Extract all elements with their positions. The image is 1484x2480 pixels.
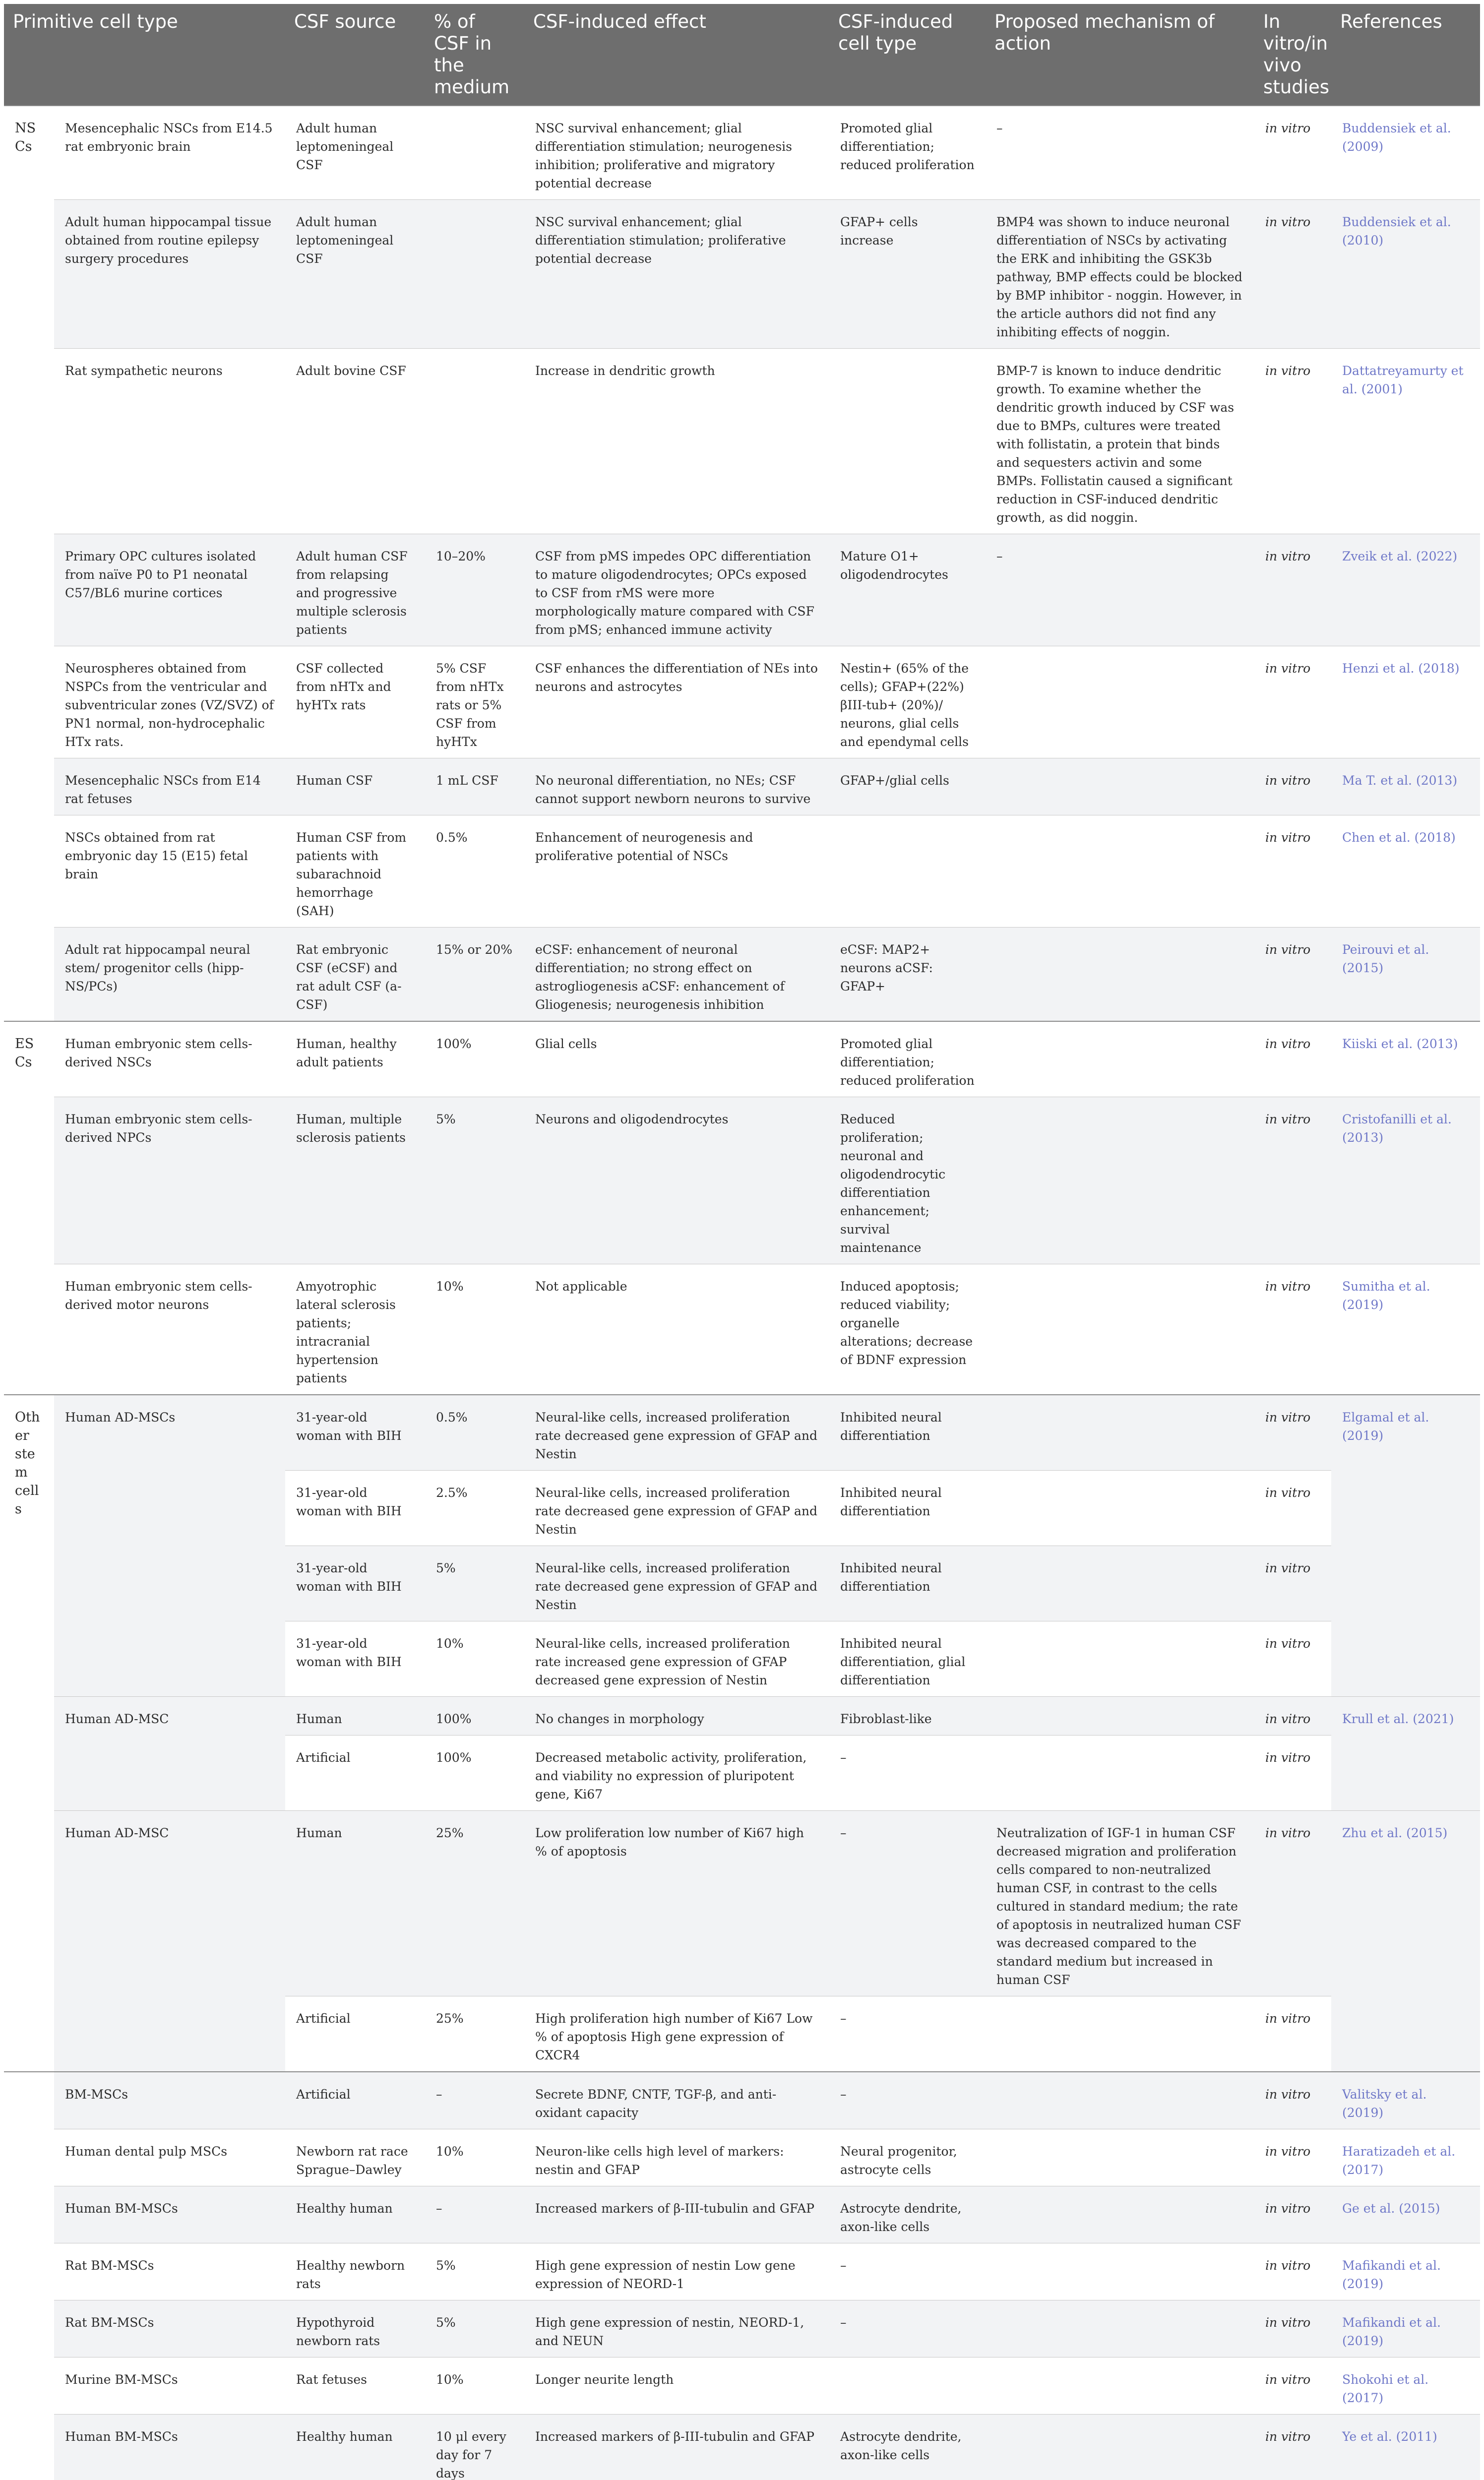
- csf-source-cell: Human: [285, 1811, 425, 1996]
- cell-type-cell: BM-MSCs: [54, 2072, 285, 2129]
- reference-link[interactable]: Krull et al. (2021): [1331, 1697, 1480, 1811]
- reference-link[interactable]: Chen et al. (2018): [1331, 815, 1480, 928]
- study-type-cell: in vitro: [1254, 2357, 1331, 2415]
- reference-link[interactable]: Haratizadeh et al. (2017): [1331, 2129, 1480, 2186]
- induced-cell-type-cell: Fibroblast-like: [829, 1697, 986, 1736]
- csf-source-cell: 31-year-old woman with BIH: [285, 1471, 425, 1546]
- table-row: [4, 646, 1480, 758]
- percent-csf-cell: 10%: [425, 1264, 524, 1395]
- study-type-cell: in vitro: [1254, 1471, 1331, 1546]
- csf-effect-cell: Neurons and oligodendrocytes: [524, 1097, 829, 1264]
- csf-source-cell: Healthy human: [285, 2186, 425, 2243]
- csf-effect-cell: Not applicable: [524, 1264, 829, 1395]
- mechanism-cell: [986, 2072, 1254, 2129]
- mechanism-cell: [986, 2300, 1254, 2357]
- mechanism-cell: [986, 1621, 1254, 1697]
- study-type-cell: in vitro: [1254, 2129, 1331, 2186]
- percent-csf-cell: 25%: [425, 1811, 524, 1996]
- table-row: [4, 815, 1480, 928]
- study-type-cell: in vitro: [1254, 1621, 1331, 1697]
- header-csf-effect: CSF-induced effect: [524, 4, 829, 106]
- mechanism-cell: [986, 1546, 1254, 1621]
- cell-type-cell: Rat BM-MSCs: [54, 2300, 285, 2357]
- mechanism-cell: –: [986, 106, 1254, 200]
- study-type-cell: in vitro: [1254, 2300, 1331, 2357]
- study-type-cell: in vitro: [1254, 534, 1331, 646]
- reference-link[interactable]: Kiiski et al. (2013): [1331, 1021, 1480, 1097]
- induced-cell-type-cell: [829, 349, 986, 534]
- csf-source-cell: CSF collected from nHTx and hyHTx rats: [285, 646, 425, 758]
- percent-csf-cell: 0.5%: [425, 1395, 524, 1471]
- induced-cell-type-cell: Inhibited neural differentiation: [829, 1395, 986, 1471]
- csf-source-cell: Artificial: [285, 1996, 425, 2072]
- induced-cell-type-cell: –: [829, 1811, 986, 1996]
- csf-effect-cell: Neuron-like cells high level of markers: nestin and GFAP: [524, 2129, 829, 2186]
- header-row: [4, 4, 1480, 106]
- table-row: [4, 2415, 1480, 2480]
- study-type-cell: in vitro: [1254, 928, 1331, 1022]
- study-type-cell: in vitro: [1254, 1395, 1331, 1471]
- csf-source-cell: Adult bovine CSF: [285, 349, 425, 534]
- percent-csf-cell: 10%: [425, 2129, 524, 2186]
- percent-csf-cell: 10 μl every day for 7 days: [425, 2415, 524, 2480]
- reference-link[interactable]: Buddensiek et al. (2009): [1331, 106, 1480, 200]
- cell-type-cell: Human embryonic stem cells-derived NPCs: [54, 1097, 285, 1264]
- percent-csf-cell: –: [425, 2186, 524, 2243]
- study-type-cell: in vitro: [1254, 2072, 1331, 2129]
- percent-csf-cell: 100%: [425, 1697, 524, 1736]
- reference-link[interactable]: Ge et al. (2015): [1331, 2186, 1480, 2243]
- reference-link[interactable]: Buddensiek et al. (2010): [1331, 200, 1480, 349]
- induced-cell-type-cell: Inhibited neural differentiation, glial differentiation: [829, 1621, 986, 1697]
- mechanism-cell: [986, 2186, 1254, 2243]
- induced-cell-type-cell: –: [829, 2243, 986, 2300]
- cell-type-cell: Rat BM-MSCs: [54, 2243, 285, 2300]
- group-label-cell: NSCs: [4, 106, 54, 1021]
- header-percent-csf: % of CSF in the medium: [425, 4, 524, 106]
- table-row: [4, 2357, 1480, 2415]
- cell-type-cell: Human AD-MSCs: [54, 1395, 285, 1697]
- mechanism-cell: [986, 2243, 1254, 2300]
- study-type-cell: in vitro: [1254, 1736, 1331, 1811]
- mechanism-cell: [986, 2129, 1254, 2186]
- cell-type-cell: Human embryonic stem cells-derived motor neurons: [54, 1264, 285, 1395]
- percent-csf-cell: 0.5%: [425, 815, 524, 928]
- cell-type-cell: NSCs obtained from rat embryonic day 15 (E15) fetal brain: [54, 815, 285, 928]
- reference-link[interactable]: Ye et al. (2011): [1331, 2415, 1480, 2480]
- study-type-cell: in vitro: [1254, 200, 1331, 349]
- study-type-cell: in vitro: [1254, 2243, 1331, 2300]
- header-study-type: In vitro/in vivo studies: [1254, 4, 1331, 106]
- csf-effect-cell: Glial cells: [524, 1021, 829, 1097]
- reference-link[interactable]: Dattatreyamurty et al. (2001): [1331, 349, 1480, 534]
- percent-csf-cell: [425, 106, 524, 200]
- table-body: [4, 106, 1480, 2480]
- header-csf-source: CSF source: [285, 4, 425, 106]
- table-row: [4, 534, 1480, 646]
- mechanism-cell: [986, 928, 1254, 1022]
- cell-type-cell: Human BM-MSCs: [54, 2186, 285, 2243]
- percent-csf-cell: 100%: [425, 1021, 524, 1097]
- csf-source-cell: Human, multiple sclerosis patients: [285, 1097, 425, 1264]
- table-row: [4, 2186, 1480, 2243]
- percent-csf-cell: 2.5%: [425, 1471, 524, 1546]
- csf-effect-cell: No changes in morphology: [524, 1697, 829, 1736]
- reference-link[interactable]: Elgamal et al. (2019): [1331, 1395, 1480, 1697]
- cell-type-cell: Human AD-MSC: [54, 1811, 285, 2072]
- induced-cell-type-cell: Induced apoptosis; reduced viability; organelle alterations; decrease of BDNF expression: [829, 1264, 986, 1395]
- cell-type-cell: Neurospheres obtained from NSPCs from the ventricular and subventricular zones (VZ/SVZ) of PN1 normal, non-hydrocephalic HTx rats.: [54, 646, 285, 758]
- table-row: [4, 928, 1480, 1022]
- csf-effect-cell: No neuronal differentiation, no NEs; CSF cannot support newborn neurons to survive: [524, 758, 829, 815]
- csf-source-cell: Healthy human: [285, 2415, 425, 2480]
- csf-source-cell: Hypothyroid newborn rats: [285, 2300, 425, 2357]
- induced-cell-type-cell: –: [829, 1736, 986, 1811]
- header-references: References: [1331, 4, 1480, 106]
- csf-effect-cell: Decreased metabolic activity, proliferation, and viability no expression of pluripotent gene, Ki67: [524, 1736, 829, 1811]
- induced-cell-type-cell: Astrocyte dendrite, axon-like cells: [829, 2186, 986, 2243]
- mechanism-cell: [986, 646, 1254, 758]
- study-type-cell: in vitro: [1254, 2186, 1331, 2243]
- csf-effect-cell: eCSF: enhancement of neuronal differentiation; no strong effect on astrogliogenesis aCSF: enhancement of Gliogenesis; neurogenesis inhibition: [524, 928, 829, 1022]
- table-row: [4, 349, 1480, 534]
- table-row: [4, 1395, 1480, 1471]
- csf-effect-cell: Increase in dendritic growth: [524, 349, 829, 534]
- mechanism-cell: BMP-7 is known to induce dendritic growth. To examine whether the dendritic growth induced by CSF was due to BMPs, cultures were treated with follistatin, a protein that binds and sequesters activin and some BMPs. Follistatin caused a significant reduction in CSF-induced dendritic growth, as did noggin.: [986, 349, 1254, 534]
- csf-source-cell: Human CSF: [285, 758, 425, 815]
- cell-type-cell: Rat sympathetic neurons: [54, 349, 285, 534]
- mechanism-cell: [986, 1021, 1254, 1097]
- csf-effect-cell: High proliferation high number of Ki67 Low % of apoptosis High gene expression of CXCR4: [524, 1996, 829, 2072]
- csf-effect-cell: CSF from pMS impedes OPC differentiation to mature oligodendrocytes; OPCs exposed to CSF from rMS were more morphologically mature compared with CSF from pMS; enhanced immune activity: [524, 534, 829, 646]
- header-mechanism: Proposed mechanism of action: [986, 4, 1254, 106]
- reference-link[interactable]: Peirouvi et al. (2015): [1331, 928, 1480, 1022]
- study-type-cell: in vitro: [1254, 349, 1331, 534]
- mechanism-cell: Neutralization of IGF-1 in human CSF decreased migration and proliferation cells compared to non-neutralized human CSF, in contrast to the cells cultured in standard medium; the rate of apoptosis in neutralized human CSF was decreased compared to the standard medium but increased in human CSF: [986, 1811, 1254, 1996]
- induced-cell-type-cell: –: [829, 2300, 986, 2357]
- reference-link[interactable]: Mafikandi et al. (2019): [1331, 2243, 1480, 2300]
- reference-link[interactable]: Cristofanilli et al. (2013): [1331, 1097, 1480, 1264]
- cell-type-cell: Human BM-MSCs: [54, 2415, 285, 2480]
- percent-csf-cell: 10%: [425, 2357, 524, 2415]
- reference-link[interactable]: Zveik et al. (2022): [1331, 534, 1480, 646]
- header-cell-type: Primitive cell type: [4, 4, 285, 106]
- csf-source-cell: 31-year-old woman with BIH: [285, 1621, 425, 1697]
- mechanism-cell: [986, 1097, 1254, 1264]
- csf-effect-cell: Neural-like cells, increased proliferation rate increased gene expression of GFAP decreased gene expression of Nestin: [524, 1621, 829, 1697]
- percent-csf-cell: 5% CSF from nHTx rats or 5% CSF from hyHTx: [425, 646, 524, 758]
- csf-source-cell: 31-year-old woman with BIH: [285, 1546, 425, 1621]
- mechanism-cell: [986, 2415, 1254, 2480]
- study-type-cell: in vitro: [1254, 758, 1331, 815]
- induced-cell-type-cell: eCSF: MAP2+ neurons aCSF: GFAP+: [829, 928, 986, 1022]
- csf-source-cell: Human CSF from patients with subarachnoid hemorrhage (SAH): [285, 815, 425, 928]
- table-row: [4, 106, 1480, 200]
- header-induced-cell-type: CSF-induced cell type: [829, 4, 986, 106]
- table-row: [4, 1021, 1480, 1097]
- reference-link[interactable]: Henzi et al. (2018): [1331, 646, 1480, 758]
- induced-cell-type-cell: Neural progenitor, astrocyte cells: [829, 2129, 986, 2186]
- study-type-cell: in vitro: [1254, 106, 1331, 200]
- mechanism-cell: [986, 1736, 1254, 1811]
- csf-effect-cell: High gene expression of nestin, NEORD-1, and NEUN: [524, 2300, 829, 2357]
- cell-type-cell: Adult human hippocampal tissue obtained from routine epilepsy surgery procedures: [54, 200, 285, 349]
- cell-type-cell: Murine BM-MSCs: [54, 2357, 285, 2415]
- mechanism-cell: [986, 1395, 1254, 1471]
- table-row: [4, 2243, 1480, 2300]
- mechanism-cell: –: [986, 534, 1254, 646]
- study-type-cell: in vitro: [1254, 1097, 1331, 1264]
- reference-link[interactable]: Ma T. et al. (2013): [1331, 758, 1480, 815]
- induced-cell-type-cell: Promoted glial differentiation; reduced proliferation: [829, 1021, 986, 1097]
- reference-link[interactable]: Valitsky et al. (2019): [1331, 2072, 1480, 2129]
- study-type-cell: in vitro: [1254, 815, 1331, 928]
- mechanism-cell: [986, 2357, 1254, 2415]
- mechanism-cell: BMP4 was shown to induce neuronal differentiation of NSCs by activating the ERK and inhibiting the GSK3b pathway, BMP effects could be blocked by BMP inhibitor - noggin. However, in the article authors did not find any inhibiting effects of noggin.: [986, 200, 1254, 349]
- percent-csf-cell: –: [425, 2072, 524, 2129]
- induced-cell-type-cell: [829, 2357, 986, 2415]
- percent-csf-cell: 5%: [425, 2243, 524, 2300]
- reference-link[interactable]: Zhu et al. (2015): [1331, 1811, 1480, 2072]
- induced-cell-type-cell: Astrocyte dendrite, axon-like cells: [829, 2415, 986, 2480]
- percent-csf-cell: 25%: [425, 1996, 524, 2072]
- mechanism-cell: [986, 1264, 1254, 1395]
- csf-source-cell: Adult human CSF from relapsing and progressive multiple sclerosis patients: [285, 534, 425, 646]
- study-type-cell: in vitro: [1254, 646, 1331, 758]
- mechanism-cell: [986, 1471, 1254, 1546]
- group-label-cell: ESCs: [4, 1021, 54, 1395]
- percent-csf-cell: 1 mL CSF: [425, 758, 524, 815]
- table-row: [4, 2129, 1480, 2186]
- reference-link[interactable]: Shokohi et al. (2017): [1331, 2357, 1480, 2415]
- csf-source-cell: 31-year-old woman with BIH: [285, 1395, 425, 1471]
- induced-cell-type-cell: GFAP+ cells increase: [829, 200, 986, 349]
- group-label-cell: [4, 2072, 54, 2480]
- cell-type-cell: Mesencephalic NSCs from E14 rat fetuses: [54, 758, 285, 815]
- table-row: [4, 758, 1480, 815]
- percent-csf-cell: 100%: [425, 1736, 524, 1811]
- percent-csf-cell: 5%: [425, 1546, 524, 1621]
- csf-source-cell: Adult human leptomeningeal CSF: [285, 200, 425, 349]
- induced-cell-type-cell: GFAP+/glial cells: [829, 758, 986, 815]
- reference-link[interactable]: Mafikandi et al. (2019): [1331, 2300, 1480, 2357]
- cell-type-cell: Human AD-MSC: [54, 1697, 285, 1811]
- csf-effect-cell: Increased markers of β-III-tubulin and GFAP: [524, 2186, 829, 2243]
- csf-source-cell: Amyotrophic lateral sclerosis patients; intracranial hypertension patients: [285, 1264, 425, 1395]
- table-row: [4, 200, 1480, 349]
- csf-source-cell: Healthy newborn rats: [285, 2243, 425, 2300]
- csf-effect-cell: NSC survival enhancement; glial differentiation stimulation; proliferative potential decrease: [524, 200, 829, 349]
- percent-csf-cell: [425, 200, 524, 349]
- study-type-cell: in vitro: [1254, 1264, 1331, 1395]
- study-type-cell: in vitro: [1254, 1021, 1331, 1097]
- induced-cell-type-cell: [829, 815, 986, 928]
- group-label-cell: Other stem cells: [4, 1395, 54, 2072]
- cell-type-cell: Human dental pulp MSCs: [54, 2129, 285, 2186]
- table-row: [4, 1264, 1480, 1395]
- csf-effect-cell: Neural-like cells, increased proliferation rate decreased gene expression of GFAP and Nestin: [524, 1471, 829, 1546]
- csf-source-cell: Rat fetuses: [285, 2357, 425, 2415]
- csf-source-cell: Newborn rat race Sprague–Dawley: [285, 2129, 425, 2186]
- cell-type-cell: Adult rat hippocampal neural stem/ progenitor cells (hipp-NS/PCs): [54, 928, 285, 1022]
- study-type-cell: in vitro: [1254, 1697, 1331, 1736]
- csf-source-cell: Artificial: [285, 1736, 425, 1811]
- csf-effect-cell: Enhancement of neurogenesis and proliferative potential of NSCs: [524, 815, 829, 928]
- induced-cell-type-cell: Mature O1+ oligodendrocytes: [829, 534, 986, 646]
- csf-effect-cell: Longer neurite length: [524, 2357, 829, 2415]
- cell-type-cell: Human embryonic stem cells-derived NSCs: [54, 1021, 285, 1097]
- induced-cell-type-cell: Promoted glial differentiation; reduced proliferation: [829, 106, 986, 200]
- csf-effect-cell: Neural-like cells, increased proliferation rate decreased gene expression of GFAP and Nestin: [524, 1395, 829, 1471]
- table-row: [4, 2072, 1480, 2129]
- csf-effect-cell: Low proliferation low number of Ki67 high % of apoptosis: [524, 1811, 829, 1996]
- mechanism-cell: [986, 1697, 1254, 1736]
- cell-type-cell: Primary OPC cultures isolated from naïve P0 to P1 neonatal C57/BL6 murine cortices: [54, 534, 285, 646]
- percent-csf-cell: [425, 349, 524, 534]
- csf-effect-cell: Neural-like cells, increased proliferation rate decreased gene expression of GFAP and Nestin: [524, 1546, 829, 1621]
- csf-source-cell: Human: [285, 1697, 425, 1736]
- mechanism-cell: [986, 815, 1254, 928]
- percent-csf-cell: 10–20%: [425, 534, 524, 646]
- percent-csf-cell: 15% or 20%: [425, 928, 524, 1022]
- reference-link[interactable]: Sumitha et al. (2019): [1331, 1264, 1480, 1395]
- study-type-cell: in vitro: [1254, 1996, 1331, 2072]
- study-type-cell: in vitro: [1254, 1546, 1331, 1621]
- percent-csf-cell: 5%: [425, 2300, 524, 2357]
- induced-cell-type-cell: Inhibited neural differentiation: [829, 1471, 986, 1546]
- csf-source-cell: Rat embryonic CSF (eCSF) and rat adult CSF (a-CSF): [285, 928, 425, 1022]
- csf-effect-cell: High gene expression of nestin Low gene expression of NEORD-1: [524, 2243, 829, 2300]
- induced-cell-type-cell: –: [829, 2072, 986, 2129]
- table-row: [4, 2300, 1480, 2357]
- mechanism-cell: [986, 758, 1254, 815]
- mechanism-cell: [986, 1996, 1254, 2072]
- csf-effect-cell: NSC survival enhancement; glial differentiation stimulation; neurogenesis inhibition; proliferative and migratory potential decrease: [524, 106, 829, 200]
- cell-type-cell: Mesencephalic NSCs from E14.5 rat embryonic brain: [54, 106, 285, 200]
- table-row: [4, 1811, 1480, 1996]
- csf-source-cell: Human, healthy adult patients: [285, 1021, 425, 1097]
- csf-effect-cell: Increased markers of β-III-tubulin and GFAP: [524, 2415, 829, 2480]
- induced-cell-type-cell: Reduced proliferation; neuronal and oligodendrocytic differentiation enhancement; survival maintenance: [829, 1097, 986, 1264]
- percent-csf-cell: 10%: [425, 1621, 524, 1697]
- table-row: [4, 1097, 1480, 1264]
- csf-source-cell: Adult human leptomeningeal CSF: [285, 106, 425, 200]
- induced-cell-type-cell: Nestin+ (65% of the cells); GFAP+(22%) βIII-tub+ (20%)/ neurons, glial cells and ependymal cells: [829, 646, 986, 758]
- induced-cell-type-cell: Inhibited neural differentiation: [829, 1546, 986, 1621]
- induced-cell-type-cell: –: [829, 1996, 986, 2072]
- csf-source-cell: Artificial: [285, 2072, 425, 2129]
- csf-effect-cell: Secrete BDNF, CNTF, TGF-β, and anti-oxidant capacity: [524, 2072, 829, 2129]
- study-type-cell: in vitro: [1254, 1811, 1331, 1996]
- csf-effect-cell: CSF enhances the differentiation of NEs into neurons and astrocytes: [524, 646, 829, 758]
- percent-csf-cell: 5%: [425, 1097, 524, 1264]
- study-type-cell: in vitro: [1254, 2415, 1331, 2480]
- table-row: [4, 1697, 1480, 1736]
- csf-effects-table: [4, 4, 1480, 2480]
